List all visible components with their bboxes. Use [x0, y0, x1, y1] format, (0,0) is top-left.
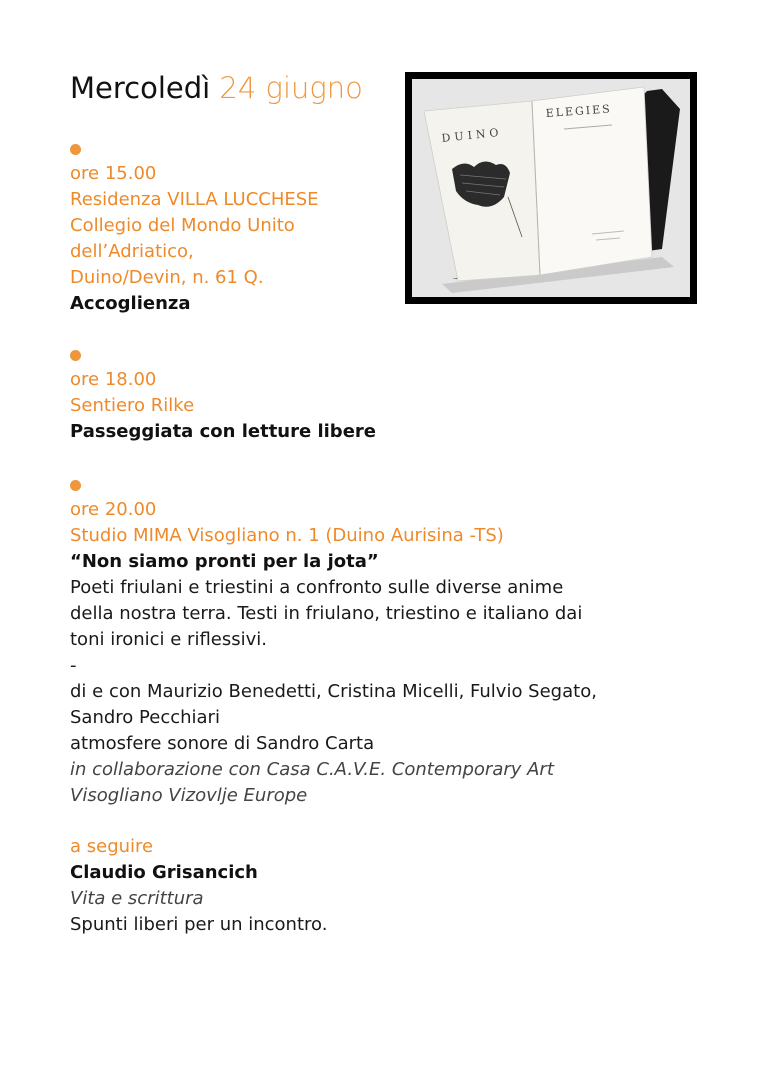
event-place-line: Sentiero Rilke: [70, 395, 195, 416]
event-place-line: Duino/Devin, n. 61 Q.: [70, 267, 264, 288]
page-title: [70, 70, 363, 106]
event-desc-line: Poeti friulani e triestini a confronto sulle diverse anime: [70, 577, 564, 598]
following-name: Claudio Grisancich: [70, 862, 258, 883]
bullet-dot: [70, 144, 81, 155]
event-credits-line: di e con Maurizio Benedetti, Cristina Micelli, Fulvio Segato,: [70, 681, 597, 702]
event-place-line: Studio MIMA Visogliano n. 1 (Duino Aurisina -TS): [70, 525, 504, 546]
event-desc-line: della nostra terra. Testi in friulano, triestino e italiano dai: [70, 603, 583, 624]
following-label: a seguire: [70, 836, 154, 857]
title-day: Mercoledì: [70, 71, 211, 105]
event-desc-line: toni ironici e riflessivi.: [70, 629, 267, 650]
event-place-line: Residenza VILLA LUCCHESE: [70, 189, 319, 210]
event-title: Passeggiata con letture libere: [70, 421, 376, 442]
bullet-dot: [70, 350, 81, 361]
following-desc: Spunti liberi per un incontro.: [70, 914, 328, 935]
event-block: [70, 367, 710, 445]
bullet-dot: [70, 480, 81, 491]
event-credits-line: Sandro Pecchiari: [70, 707, 220, 728]
event-place-line: Collegio del Mondo Unito: [70, 215, 295, 236]
following-subtitle: Vita e scrittura: [70, 888, 204, 909]
right-page-text: ELEGIES: [545, 102, 613, 120]
event-collab-line: Visogliano Vizovlje Europe: [70, 785, 308, 806]
event-separator: -: [70, 655, 77, 676]
title-date: 24 giugno: [219, 71, 363, 105]
left-page-text: DUINO: [440, 125, 504, 145]
following-block: [70, 834, 710, 938]
event-block: [70, 497, 710, 809]
event-title: “Non siamo pronti per la jota”: [70, 551, 379, 572]
event-credits-line: atmosfere sonore di Sandro Carta: [70, 733, 375, 754]
event-time: ore 18.00: [70, 369, 157, 390]
event-time: ore 15.00: [70, 163, 157, 184]
event-collab-line: in collaborazione con Casa C.A.V.E. Contemporary Art: [70, 759, 554, 780]
event-place-line: dell’Adriatico,: [70, 241, 194, 262]
event-title: Accoglienza: [70, 293, 191, 314]
event-time: ore 20.00: [70, 499, 157, 520]
event-block: [70, 161, 710, 317]
